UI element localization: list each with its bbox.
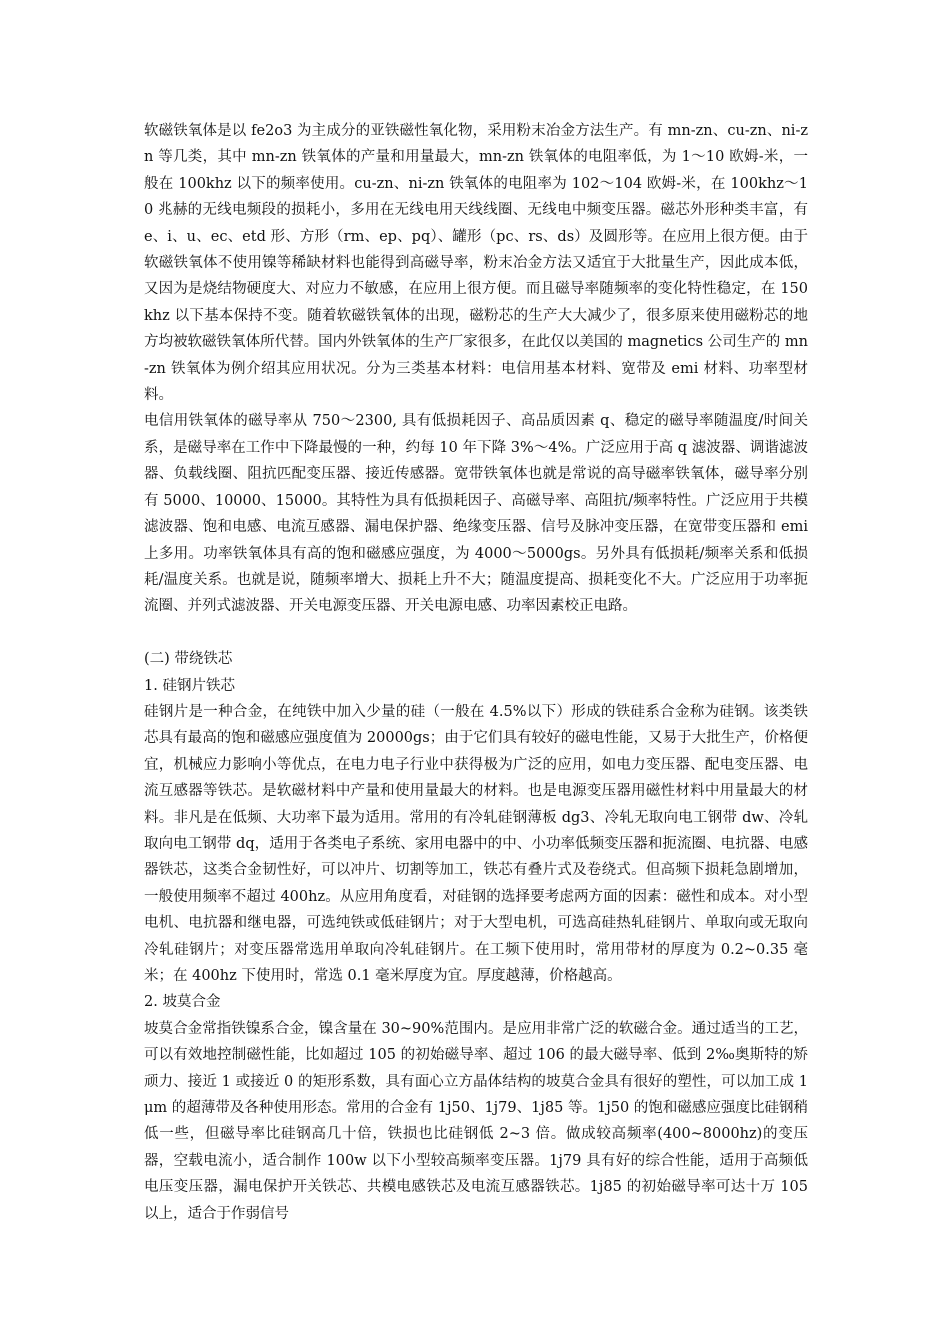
paragraph-spacer bbox=[144, 620, 808, 646]
paragraph-permalloy: 坡莫合金常指铁镍系合金，镍含量在 30~90%范围内。是应用非常广泛的软磁合金。通过适当的工艺，可以有效地控制磁性能，比如超过 105 的初始磁导率、超过 106 的最大磁导率、低到 2‰奥斯特的矫顽力、接近 1 或接近 0 的矩形系数，具有面心立方晶体结构的坡莫合金具有很好的塑性，可以加工成 1μm 的超薄带及各种使用形态。常用的合金有 1j50、1j79、1j85 等。1j50 的饱和磁感应强度比硅钢稍低一些，但磁导率比硅钢高几十倍，铁损也比硅钢低 2~3 倍。做成较高频率(400~8000hz)的变压器，空载电流小，适合制作 100w 以下小型较高频率变压器。1j79 具有好的综合性能，适用于高频低电压变压器，漏电保护开关铁芯、共模电感铁芯及电流互感器铁芯。1j85 的初始磁导率可达十万 105 以上，适合于作弱信号 bbox=[144, 1020, 808, 1222]
paragraph-ferrite-intro: 软磁铁氧体是以 fe2o3 为主成分的亚铁磁性氧化物，采用粉末冶金方法生产。有 mn-zn、cu-zn、ni-zn 等几类，其中 mn-zn 铁氧体的产量和用量最大，mn-zn 铁氧体的电阻率低，为 1～10 欧姆-米，一般在 100khz 以下的频率使用。cu-zn、ni-zn 铁氧体的电阻率为 102～104 欧姆-米，在 100khz～10 兆赫的无线电频段的损耗小，多用在无线电用天线线圈、无线电中频变压器。磁芯外形种类丰富，有 e、i、u、ec、etd 形、方形（rm、ep、pq）、罐形（pc、rs、ds）及圆形等。在应用上很方便。由于软磁铁氧体不使用镍等稀缺材料也能得到高磁导率，粉末冶金方法又适宜于大批量生产，因此成本低，又因为是烧结物硬度大、对应力不敏感，在应用上很方便。而且磁导率随频率的变化特性稳定，在 150khz 以下基本保持不变。随着软磁铁氧体的出现，磁粉芯的生产大大减少了，很多原来使用磁粉芯的地方均被软磁铁氧体所代替。国内外铁氧体的生产厂家很多，在此仅以美国的 magnetics 公司生产的 mn-zn 铁氧体为例介绍其应用状况。分为三类基本材料：电信用基本材料、宽带及 emi 材料、功率型材料。 bbox=[144, 123, 808, 404]
document-body bbox=[144, 118, 808, 1227]
subheading-permalloy: 2. 坡莫合金 bbox=[144, 994, 221, 1011]
paragraph-silicon-steel: 硅钢片是一种合金，在纯铁中加入少量的硅（一般在 4.5%以下）形成的铁硅系合金称为硅钢。该类铁芯具有最高的饱和磁感应强度值为 20000gs；由于它们具有较好的磁电性能，又易于大批生产，价格便宜，机械应力影响小等优点，在电力电子行业中获得极为广泛的应用，如电力变压器、配电变压器、电流互感器等铁芯。是软磁材料中产量和使用量最大的材料。也是电源变压器用磁性材料中用量最大的材料。非凡是在低频、大功率下最为适用。常用的有冷轧硅钢薄板 dg3、冷轧无取向电工钢带 dw、冷轧取向电工钢带 dq，适用于各类电子系统、家用电器中的中、小功率低频变压器和扼流圈、电抗器、电感器铁芯，这类合金韧性好，可以冲片、切割等加工，铁芯有叠片式及卷绕式。但高频下损耗急剧增加，一般使用频率不超过 400hz。从应用角度看，对硅钢的选择要考虑两方面的因素：磁性和成本。对小型电机、电抗器和继电器，可选纯铁或低硅钢片；对于大型电机，可选高硅热轧硅钢片、单取向或无取向冷轧硅钢片；对变压器常选用单取向冷轧硅钢片。在工频下使用时，常用带材的厚度为 0.2~0.35 毫米；在 400hz 下使用时，常选 0.1 毫米厚度为宜。厚度越薄，价格越高。 bbox=[144, 703, 808, 984]
subheading-silicon-steel-core: 1. 硅钢片铁芯 bbox=[144, 677, 235, 694]
paragraph-ferrite-types: 电信用铁氧体的磁导率从 750～2300, 具有低损耗因子、高品质因素 q、稳定的磁导率随温度/时间关系，是磁导率在工作中下降最慢的一种，约每 10 年下降 3%～4%。广泛应用于高 q 滤波器、调谐滤波器、负载线圈、阻抗匹配变压器、接近传感器。宽带铁氧体也就是常说的高导磁率铁氧体，磁导率分别有 5000、10000、15000。其特性为具有低损耗因子、高磁导率、高阻抗/频率特性。广泛应用于共模滤波器、饱和电感、电流互感器、漏电保护器、绝缘变压器、信号及脉冲变压器，在宽带变压器和 emi 上多用。功率铁氧体具有高的饱和磁感应强度，为 4000～5000gs。另外具有低损耗/频率关系和低损耗/温度关系。也就是说，随频率增大、损耗上升不大；随温度提高、损耗变化不大。广泛应用于功率扼流圈、并列式滤波器、开关电源变压器、开关电源电感、功率因素校正电路。 bbox=[144, 413, 808, 615]
section-heading-strip-wound-core: (二) 带绕铁芯 bbox=[144, 651, 233, 668]
